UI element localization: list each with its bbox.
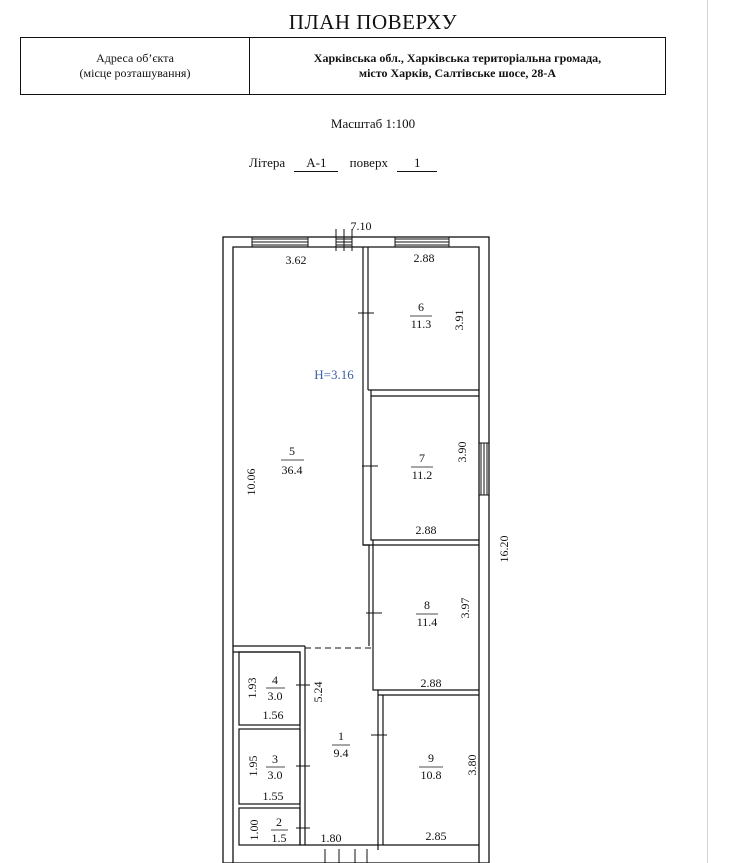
room-4-label (266, 673, 285, 703)
dim-room5-width: 3.62 (285, 253, 307, 267)
room-1-label (332, 729, 350, 760)
address-label-line2: (місце розташування) (79, 66, 191, 80)
page-title: ПЛАН ПОВЕРХУ (288, 10, 458, 34)
room-6-label (410, 300, 432, 331)
room-9-number: 9 (428, 751, 434, 765)
room-8-number: 8 (424, 598, 430, 612)
room-7-label (411, 451, 433, 482)
dim-room7-length: 3.90 (455, 441, 469, 463)
room-6-area: 11.3 (410, 317, 432, 331)
letter-value: А-1 (294, 155, 338, 172)
room-7-number: 7 (419, 451, 425, 465)
room-2-number: 2 (276, 815, 282, 829)
room-8-area: 11.4 (416, 615, 438, 629)
dim-room9-width: 2.85 (425, 829, 447, 843)
room-4-number: 4 (272, 673, 278, 687)
room-3-number: 3 (272, 752, 278, 766)
room-6-number: 6 (418, 300, 424, 314)
room-5-area: 36.4 (281, 463, 303, 477)
floor-label: поверх (349, 155, 388, 170)
room-2-label (271, 815, 288, 845)
dim-room3-width: 1.55 (262, 789, 284, 803)
dim-room3-length: 1.95 (246, 755, 260, 777)
interior-walls (233, 247, 479, 850)
letter-label: Літера (249, 155, 286, 170)
top-window-left (252, 237, 308, 247)
room-5-label (281, 444, 304, 477)
room-5-number: 5 (289, 444, 295, 458)
room-2-area: 1.5 (271, 831, 287, 845)
dim-room4-length: 1.93 (245, 677, 259, 699)
scale-text: Масштаб 1:100 (330, 116, 416, 131)
address-value-line1: Харківська обл., Харківська територіальна громада, (313, 51, 602, 65)
room-8-label (416, 598, 438, 629)
dim-room2-length: 1.00 (247, 819, 261, 841)
outer-walls (223, 237, 489, 863)
dim-total-length: 16.20 (497, 535, 511, 563)
room-3-area: 3.0 (267, 768, 283, 782)
dim-room8-width: 2.88 (420, 676, 442, 690)
dim-room7-width: 2.88 (415, 523, 437, 537)
dim-room1-width: 1.80 (320, 831, 342, 845)
dim-room9-length: 3.80 (465, 754, 479, 776)
room-4-area: 3.0 (267, 689, 283, 703)
dim-room4-width: 1.56 (262, 708, 284, 722)
address-value-line2: місто Харків, Салтівське шосе, 28-А (358, 66, 557, 80)
room-9-area: 10.8 (420, 768, 442, 782)
room-1-area: 9.4 (333, 746, 349, 760)
right-window (479, 443, 489, 495)
bottom-door (325, 849, 367, 863)
room-7-area: 11.2 (411, 468, 433, 482)
dim-room6-length: 3.91 (452, 309, 466, 331)
dim-room6-width: 2.88 (413, 251, 435, 265)
floor-value: 1 (397, 155, 437, 172)
address-label-line1: Адреса об’єкта (96, 51, 174, 65)
room-1-number: 1 (338, 729, 344, 743)
top-window-right (395, 237, 449, 247)
dim-room8-length: 3.97 (458, 597, 472, 619)
height-label: Н=3.16 (314, 367, 354, 382)
dim-room1-length: 5.24 (311, 681, 325, 703)
dim-room5-length: 10.06 (244, 468, 258, 496)
room-3-label (266, 752, 285, 782)
room-9-label (419, 751, 443, 782)
dim-total-width: 7.10 (350, 219, 372, 233)
